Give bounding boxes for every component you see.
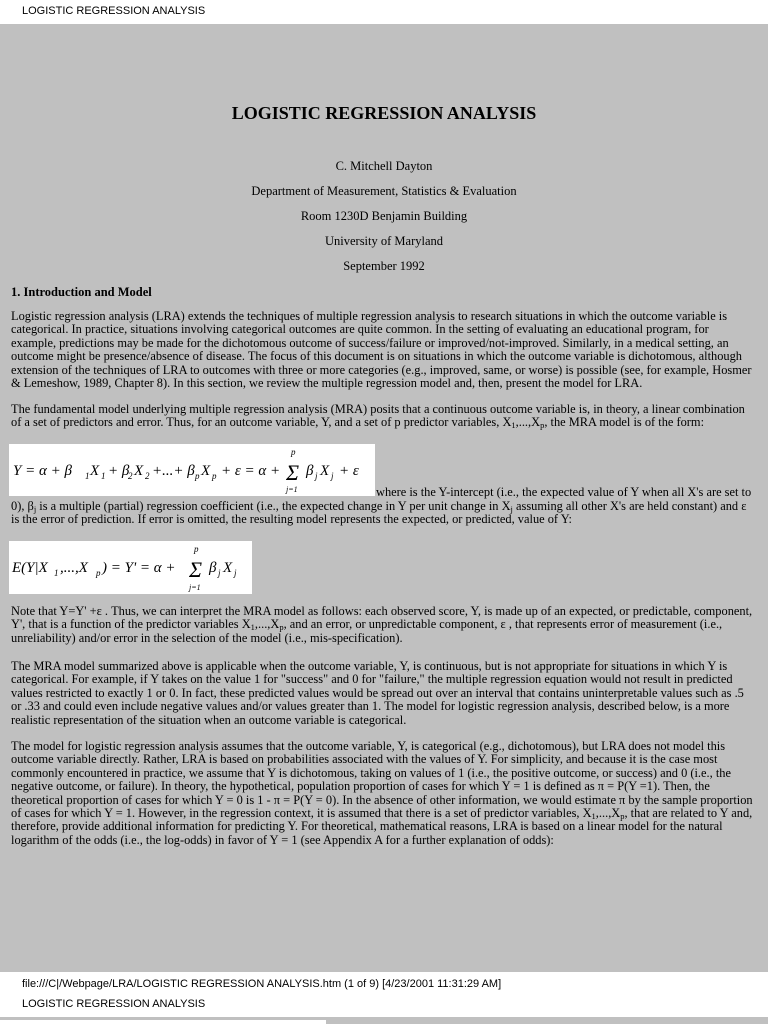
footer-next-running-title: LOGISTIC REGRESSION ANALYSIS <box>22 998 206 1010</box>
mra-formula-svg <box>9 444 375 496</box>
paragraph-intro: Logistic regression analysis (LRA) extends the techniques of multiple regression analysis to research situations in which the outcome variable is categorical. In practice, situations involving categorical outcomes are quite common. In the setting of evaluating an educational program, for example, predictions may be made for the dichotomous outcome of success/failure or improved/not-improved. Similarly, in a medical setting, an outcome might be presence/absence of disease. The focus of this document is on situations in which the outcome variable is dichotomous, although extension of the techniques of LRA to outcomes with three or more categories (e.g., improved, same, or worse) is possible (see, for example, Hosmer & Lemeshow, 1989, Chapter 8). In this section, we review the multiple regression model and, then, present the model for LRA. <box>11 309 752 391</box>
svg-text:1: 1 <box>85 471 90 481</box>
expected-value-formula-svg <box>9 541 252 594</box>
svg-text:j: j <box>331 471 334 481</box>
svg-text:j: j <box>218 568 221 578</box>
document-page <box>0 24 768 972</box>
svg-text:X: X <box>90 463 100 479</box>
footer-next-page-edge <box>0 1020 326 1024</box>
svg-text:Σ: Σ <box>286 460 300 485</box>
svg-text:j: j <box>234 568 237 578</box>
svg-text:E(Y|X: E(Y|X <box>12 560 48 576</box>
svg-text:j=1: j=1 <box>286 485 298 494</box>
svg-text:X: X <box>134 463 144 479</box>
paragraph-lra-model: The model for logistic regression analysis assumes that the outcome variable, Y, is categorical (e.g., dichotomous), but LRA does not model this outcome variable directly. Rather, LRA is based on probabilities associated with the values of Y. For simplicity, and because it is the case most commonly encountered in practice, we assume that Y is dichotomous, taking on values of 1 (i.e., the positive outcome, or success) and 0 (i.e., the negative outcome, or failure). In theory, the hypothetical, population proportion of cases for which Y = 1 is defined as π = P(Y =1). Then, the theoretical proportion of cases for which Y = 0 is 1 - π = P(Y = 0). In the absence of other information, we would estimate π by the sample proportion of cases for which Y = 1. However, in the regression context, it is assumed that there is a set of predictor variables, $X_1,...,X_p$, that are related to Y and, therefore, provide additional information for predicting Y. For theoretical, mathematical reasons, LRA is based on a linear model for the natural logarithm of the odds (i.e., the log-odds) in favor of Y = 1 (see Appendix A for a further explanation of odds): <box>11 739 753 847</box>
svg-text:β: β <box>306 463 314 479</box>
svg-text:+ ε = α +: + ε = α + <box>221 463 281 479</box>
svg-text:1: 1 <box>54 568 59 578</box>
university-line: University of Maryland <box>324 234 444 248</box>
svg-text:,...,X: ,...,X <box>60 560 88 576</box>
footer-file-path: file:///C|/Webpage/LRA/LOGISTIC REGRESSION ANALYSIS.htm (1 of 9) [4/23/2001 11:31:29 AM] <box>22 978 502 990</box>
svg-text:β: β <box>209 560 217 576</box>
svg-text:2: 2 <box>145 471 150 481</box>
svg-text:p: p <box>96 568 101 578</box>
mra-formula-image <box>9 444 375 496</box>
svg-text:Σ: Σ <box>189 557 203 582</box>
paragraph-intercept-rest: 0), $\beta_j$ is a multiple (partial) regression coefficient (i.e., the expected change in Y per unit change in $X_j$ assuming all other X's are held constant) and ε is the error of prediction. If error is omitted, the resulting model represents the expected, or predicted, value of Y: <box>11 499 747 527</box>
department-line: Department of Measurement, Statistics & Evaluation <box>251 184 517 198</box>
expected-value-formula-image <box>9 541 252 594</box>
svg-text:X: X <box>320 463 330 479</box>
paragraph-interpretation: Note that Y=Y' +ε . Thus, we can interpret the MRA model as follows: each observed score, Y, is made up of an expected, or predictable, component, Y', that is a function of the predictor variables $X_1,...,X_p$, and an error, or unpredictable component, ε , that represents error of measurement (i.e., unreliability) and/or error in the selection of the model (i.e., mis-specification). <box>11 604 753 645</box>
svg-text:+ β: + β <box>108 463 130 479</box>
svg-text:X: X <box>223 560 233 576</box>
svg-text:j: j <box>315 471 318 481</box>
running-header <box>0 0 768 24</box>
svg-text:1: 1 <box>101 471 106 481</box>
running-header-title: LOGISTIC REGRESSION ANALYSIS <box>22 5 206 17</box>
svg-text:X: X <box>201 463 211 479</box>
svg-text:p: p <box>212 471 217 481</box>
svg-text:2: 2 <box>128 471 133 481</box>
section-heading: 1. Introduction and Model <box>11 285 152 299</box>
paragraph-limitations: The MRA model summarized above is applicable when the outcome variable, Y, is continuous, but is not appropriate for situations in which Y is categorical. For example, if Y takes on the value 1 for "success" and 0 for "failure," the multiple regression equation would not result in predicted values restricted to exactly 1 or 0. In fact, these predicted values would be spread out over an interval that contains uninterpretable values such as .5 or .33 and could even include negative values and/or values greater than 1. The model for logistic regression analysis, described below, is a more realistic representation of the situation when an outcome variable is categorical. <box>11 659 744 727</box>
document-title: LOGISTIC REGRESSION ANALYSIS <box>231 103 537 123</box>
svg-text:) = Y' = α +: ) = Y' = α + <box>102 560 176 576</box>
svg-text:Y = α + β: Y = α + β <box>13 463 72 479</box>
svg-text:j=1: j=1 <box>189 583 201 592</box>
room-line: Room 1230D Benjamin Building <box>300 209 468 223</box>
svg-text:+ ε: + ε <box>339 463 359 479</box>
paragraph-mra-model: The fundamental model underlying multiple regression analysis (MRA) posits that a continuous outcome variable is, in theory, a linear combination of a set of predictors and error. Thus, for an outcome variable, Y, and a set of p predictor variables, $X_1,...,X_p$, the MRA model is of the form: <box>11 402 745 431</box>
date-line: September 1992 <box>343 259 425 273</box>
svg-text:+...+ β: +...+ β <box>152 463 195 479</box>
svg-text:p: p <box>195 471 200 481</box>
paragraph-intercept-first-line: where is the Y-intercept (i.e., the expected value of Y when all X's are set to <box>376 485 752 499</box>
svg-text:p: p <box>194 544 199 554</box>
print-footer <box>0 972 768 1024</box>
svg-text:p: p <box>291 447 296 457</box>
author-line: C. Mitchell Dayton <box>335 159 433 173</box>
